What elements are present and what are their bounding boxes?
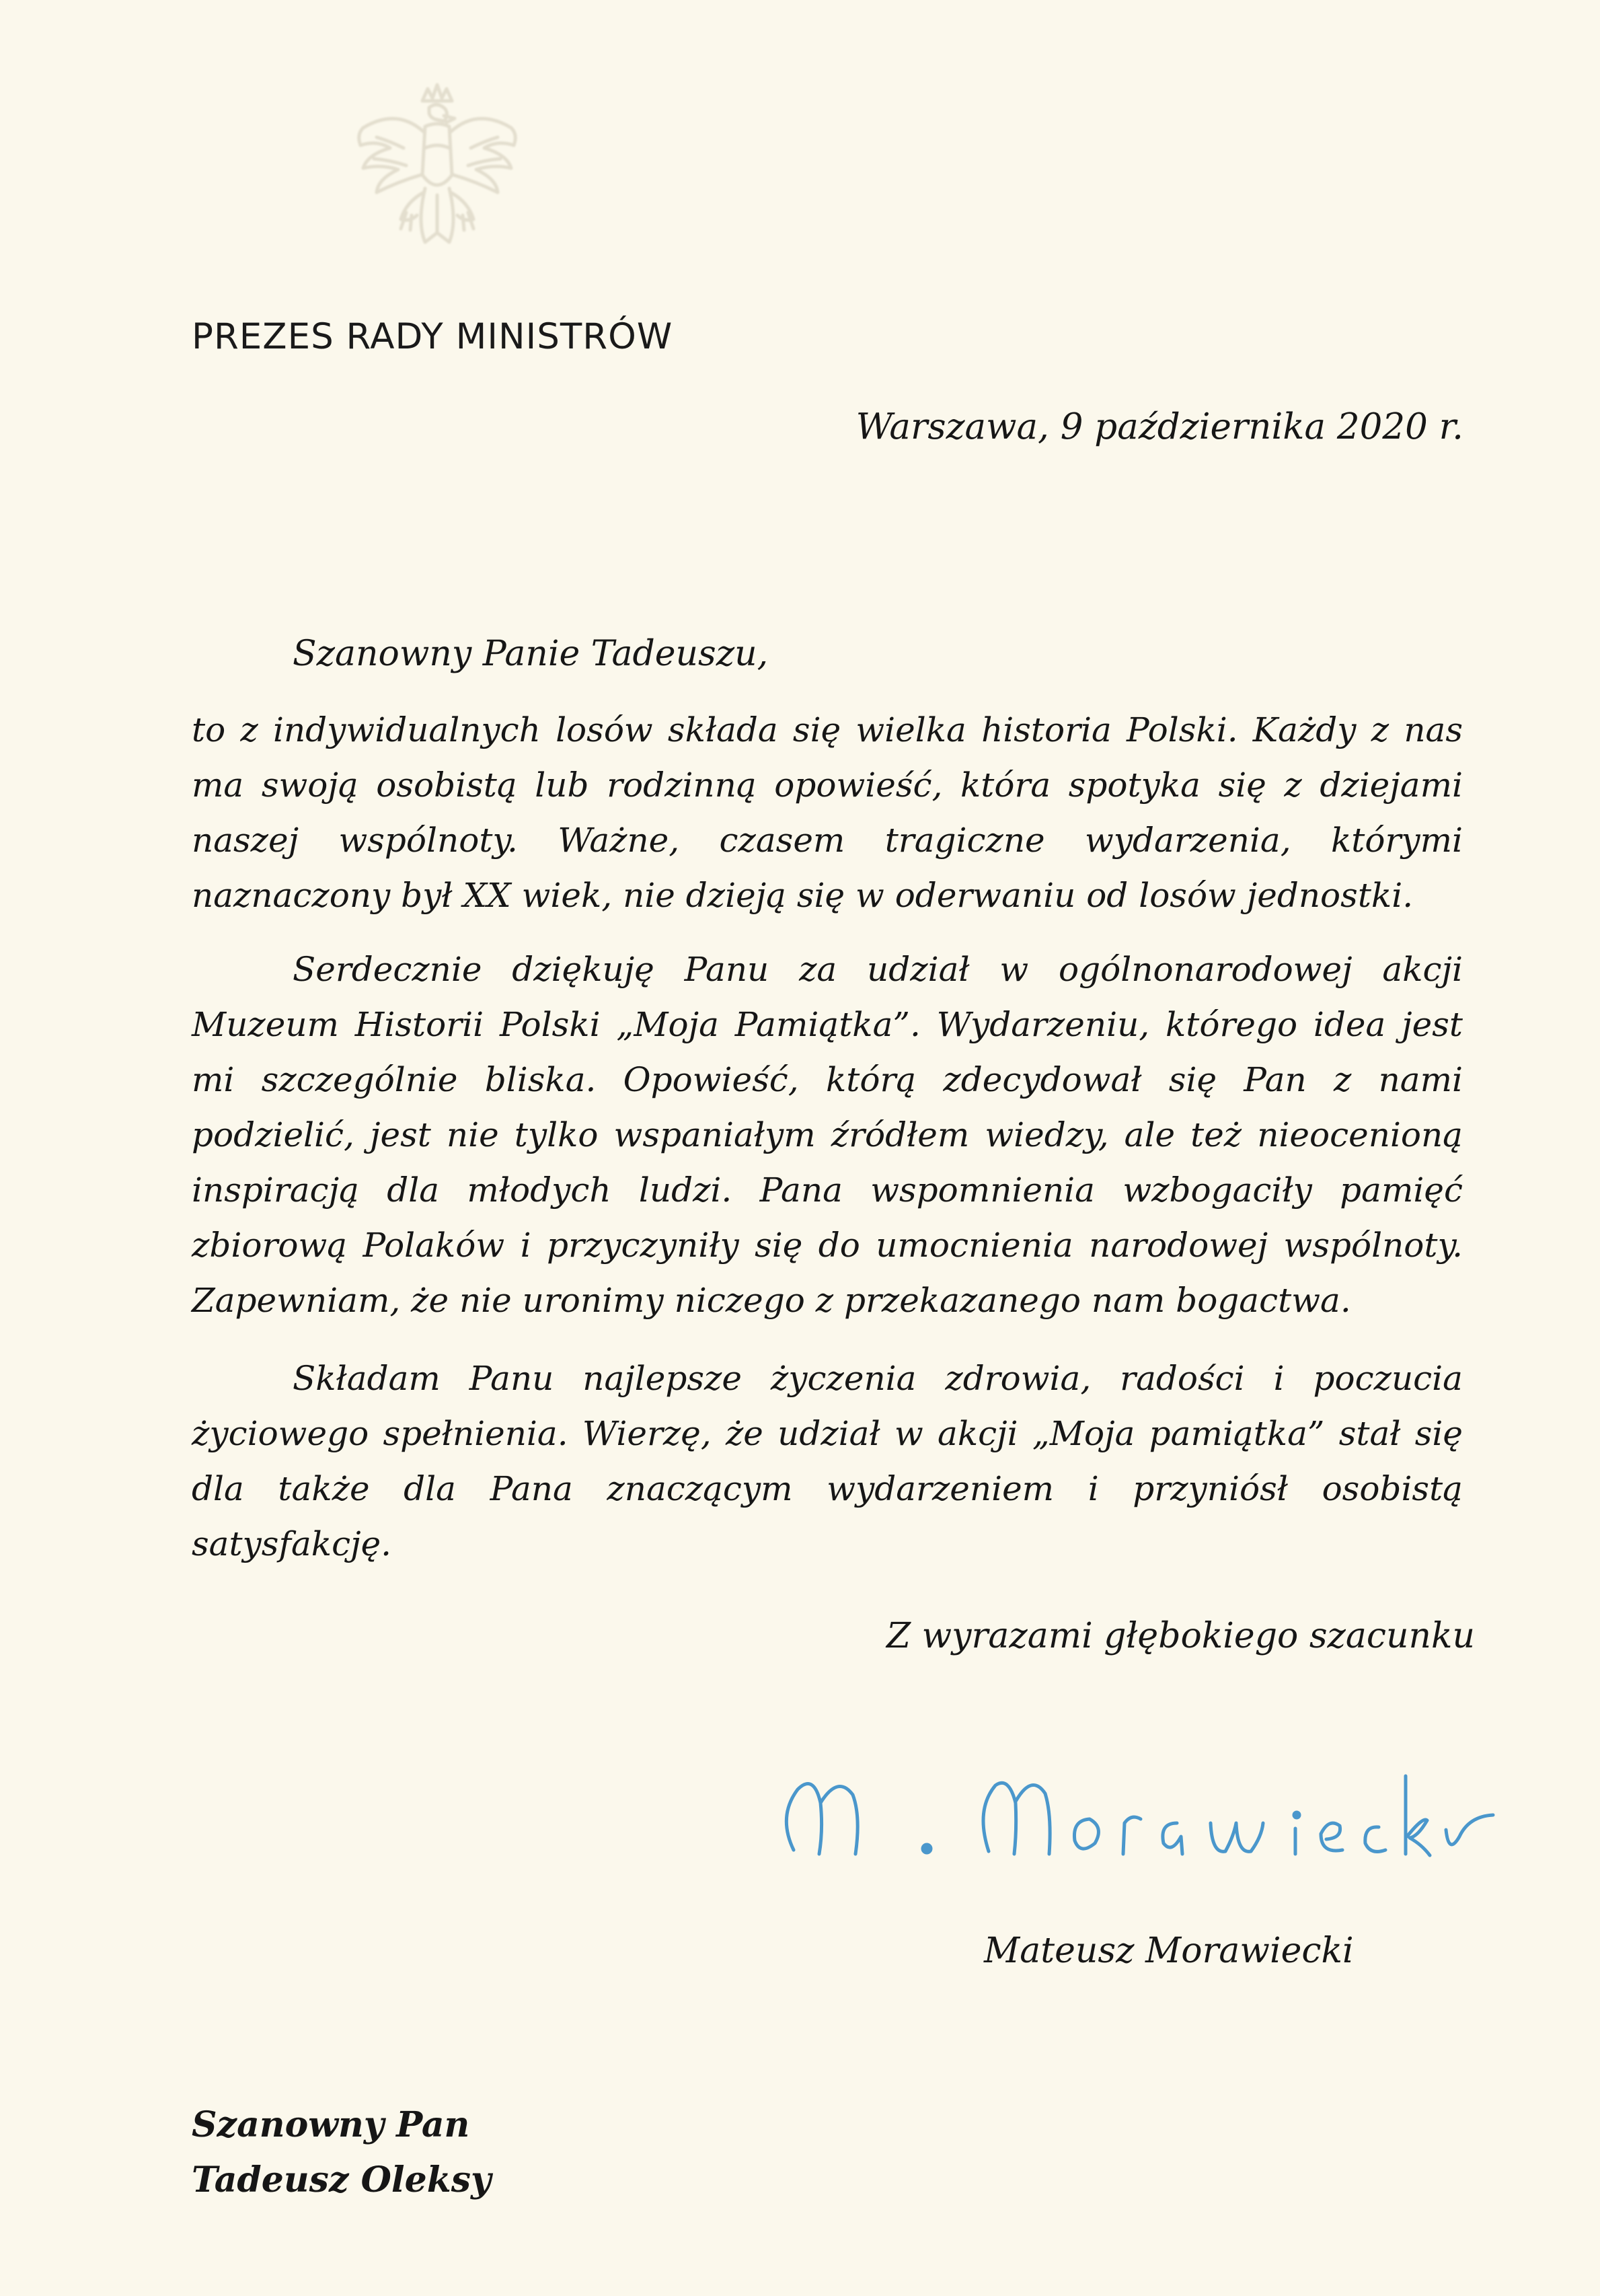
paragraph-2: Serdecznie dziękuję Panu za udział w ogólnonarodowej akcji Muzeum Historii Polski „Moja Pamiątka”. Wydarzeniu, którego idea jest mi szczególnie bliska. Opowieść, którą zdecydował się Pan z nami podzielić, jest nie tylko wspaniałym źródłem wiedzy, ale też nieocenioną inspiracją dla młodych ludzi. Pana wspomnienia wzbogaciły pamięć zbiorową Polaków i przyczyniły się do umocnienia narodowej wspólnoty. Zapewniam, że nie uronimy niczego z przekazanego nam bogactwa.	[192, 950, 1463, 1320]
salutation: Szanowny Panie Tadeuszu,	[293, 634, 769, 674]
handwritten-signature	[773, 1736, 1500, 1877]
recipient-address	[192, 2098, 491, 2208]
recipient-line-2: Tadeusz Oleksy	[192, 2159, 492, 2200]
office-title: PREZES RADY MINISTRÓW	[192, 316, 673, 357]
paragraph-1: to z indywidualnych losów składa się wielka historia Polski. Każdy z nas ma swoją osobistą lub rodzinną opowieść, która spotyka się z dziejami naszej wspólnoty. Ważne, czasem tragiczne wydarzenia, którymi naznaczony był XX wiek, nie dzieją się w oderwaniu od losów jednostki.	[192, 710, 1463, 915]
closing-phrase: Z wyrazami głębokiego szacunku	[886, 1616, 1476, 1656]
signer-name: Mateusz Morawiecki	[984, 1931, 1354, 1971]
paragraph-3: Składam Panu najlepsze życzenia zdrowia, radości i poczucia życiowego spełnienia. Wierzę, że udział w akcji „Moja pamiątka” stał się dla także dla Pana znaczącym wydarzeniem i przyniósł osobistą satysfakcję.	[192, 1359, 1463, 1563]
letter-date: Warszawa, 9 października 2020 r.	[855, 406, 1463, 447]
eagle-emblem-icon	[336, 81, 538, 296]
recipient-line-1: Szanowny Pan	[192, 2104, 470, 2145]
